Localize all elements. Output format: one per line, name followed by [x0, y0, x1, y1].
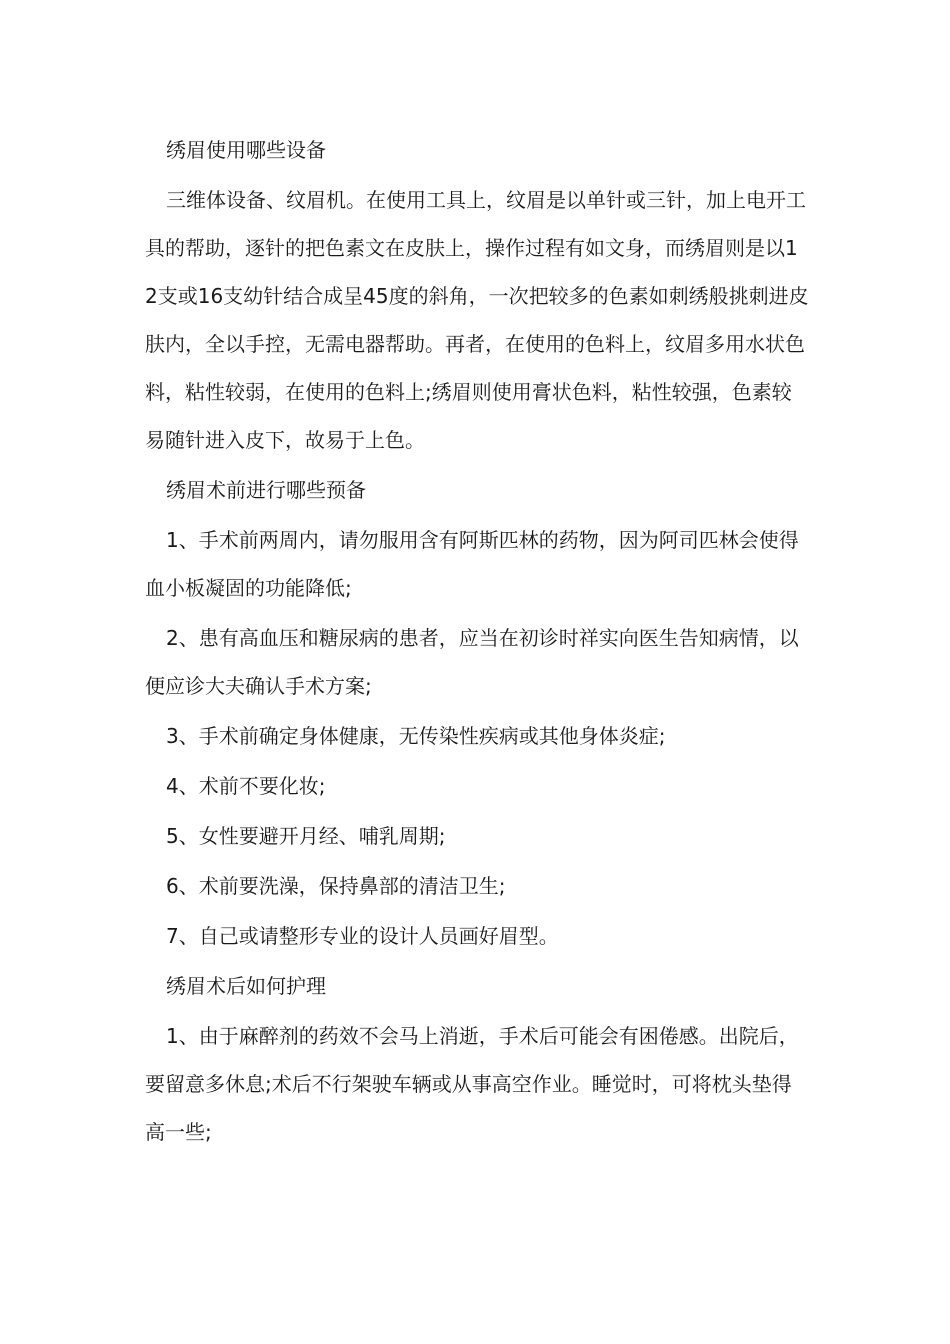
list-item-aftercare-1: 1、由于麻醉剂的药效不会马上消逝，手术后可能会有困倦感。出院后，要留意多休息;术后不行架驶车辆或从事高空作业。睡觉时，可将枕头垫得高一些;	[145, 1024, 799, 1144]
document-body	[145, 126, 810, 1158]
section-heading-preparation: 绣眉术前进行哪些预备	[166, 478, 366, 502]
section-heading-equipment: 绣眉使用哪些设备	[166, 138, 326, 162]
list-item-preparation-5: 5、女性要避开月经、哺乳周期;	[166, 824, 446, 848]
list-item-preparation-3: 3、手术前确定身体健康，无传染性疾病或其他身体炎症;	[166, 724, 666, 748]
list-item-preparation-7: 7、自己或请整形专业的设计人员画好眉型。	[166, 924, 559, 948]
list-item-preparation-6: 6、术前要洗澡，保持鼻部的清洁卫生;	[166, 874, 506, 898]
section-heading-aftercare: 绣眉术后如何护理	[166, 974, 326, 998]
list-item-preparation-1: 1、手术前两周内，请勿服用含有阿斯匹林的药物，因为阿司匹林会使得血小板凝固的功能降低;	[145, 528, 799, 600]
paragraph-equipment: 三维体设备、纹眉机。在使用工具上，纹眉是以单针或三针，加上电开工具的帮助，逐针的把色素文在皮肤上，操作过程有如文身，而绣眉则是以12支或16支幼针结合成呈45度的斜角，一次把较多的色素如刺绣般挑刺进皮肤内，全以手控，无需电器帮助。再者，在使用的色料上，纹眉多用水状色料，粘性较弱，在使用的色料上;绣眉则使用膏状色料，粘性较强，色素较易随针进入皮下，故易于上色。	[145, 188, 809, 452]
list-item-preparation-4: 4、术前不要化妆;	[166, 774, 326, 798]
list-item-preparation-2: 2、患有高血压和糖尿病的患者，应当在初诊时祥实向医生告知病情，以便应诊大夫确认手术方案;	[145, 626, 799, 698]
